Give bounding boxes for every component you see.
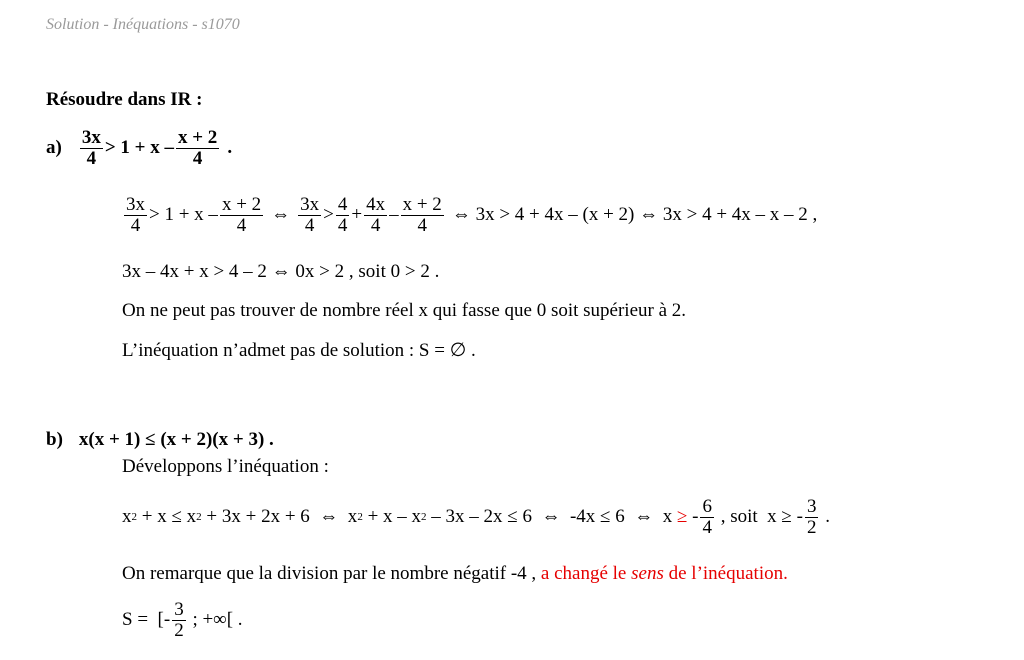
exponent: 2 [131, 511, 137, 524]
expr-text: ⇔ 3x > 4 + 4x – (x + 2) ⇔ 3x > 4 + 4x – x – 2 , [451, 204, 818, 226]
expr-text: ; +∞[ . [187, 609, 243, 631]
expr-text: S = [- [122, 609, 171, 631]
remark-highlight: a changé le [540, 563, 632, 584]
highlighted-symbol: ≥ [676, 506, 688, 528]
part-b-derivation [122, 497, 830, 538]
fraction: $\frac{3}{2}$ [174, 599, 184, 641]
expr-text: , soit x ≥ - [715, 506, 803, 528]
exponent: 2 [421, 511, 427, 524]
part-a-derivation-2: 3x – 4x + x > 4 – 2 ⇔ 0x > 2 , soit 0 > 2 . [122, 261, 440, 282]
fraction: $\frac{x + 2}{4}$ [177, 127, 218, 169]
fraction: $\frac{3x}{4}$ [126, 194, 145, 236]
expr-text: + 3x + 2x + 6 ⇔ x [201, 506, 358, 528]
expr-text: - [687, 506, 699, 528]
fraction: $\frac{4}{4}$ [337, 194, 348, 236]
expr-text: + x – x [362, 506, 422, 528]
part-b-remark [122, 563, 788, 585]
fraction: $\frac{3x}{4}$ [300, 194, 320, 236]
part-a-solution: L’inéquation n’admet pas de solution : S = ∅ . [122, 340, 476, 361]
part-b-label: b) [46, 429, 63, 450]
statement-text: > 1 + x – [104, 137, 174, 159]
expr-text: x [122, 506, 132, 528]
remark-highlight-italic: sens [631, 563, 664, 584]
expr-text: – 3x – 2x ≤ 6 ⇔ -4x ≤ 6 ⇔ x [426, 506, 677, 528]
page-header: Solution - Inéquations - s1070 [46, 16, 240, 33]
part-a-derivation-1 [122, 195, 817, 236]
fraction: $\frac{x + 2}{4}$ [221, 194, 262, 236]
expr-text: + x ≤ x [137, 506, 197, 528]
part-a-remark: On ne peut pas trouver de nombre réel x qui fasse que 0 soit supérieur à 2. [122, 300, 687, 321]
statement-end: . [227, 137, 233, 159]
fraction: $\frac{x + 2}{4}$ [402, 194, 442, 236]
remark-highlight: de l’inéquation. [663, 563, 788, 584]
expr-text: + [351, 204, 363, 226]
part-a-label: a) [46, 137, 62, 159]
exponent: 2 [357, 511, 363, 524]
exponent: 2 [196, 511, 202, 524]
part-b-intro: Développons l’inéquation : [122, 456, 329, 477]
expr-text: . [820, 506, 830, 528]
fraction: $\frac{3x}{4}$ [81, 127, 101, 169]
statement-text: x(x + 1) ≤ (x + 2)(x + 3) . [78, 429, 274, 450]
expr-text: – [389, 204, 399, 226]
remark-text: On remarque que la division par le nombre négatif -4 , [122, 563, 541, 584]
fraction: $\frac{3}{2}$ [806, 496, 817, 538]
equivalence-symbol: ⇔ [271, 204, 291, 226]
expr-text: > 1 + x – [149, 204, 218, 226]
fraction: $\frac{6}{4}$ [702, 496, 712, 538]
expr-text: > [323, 204, 334, 226]
exercise-title: Résoudre dans IR : [46, 89, 203, 110]
fraction: $\frac{4x}{4}$ [366, 194, 386, 236]
part-b-statement [46, 429, 274, 451]
part-a-statement [46, 128, 232, 169]
part-b-solution [122, 600, 243, 641]
